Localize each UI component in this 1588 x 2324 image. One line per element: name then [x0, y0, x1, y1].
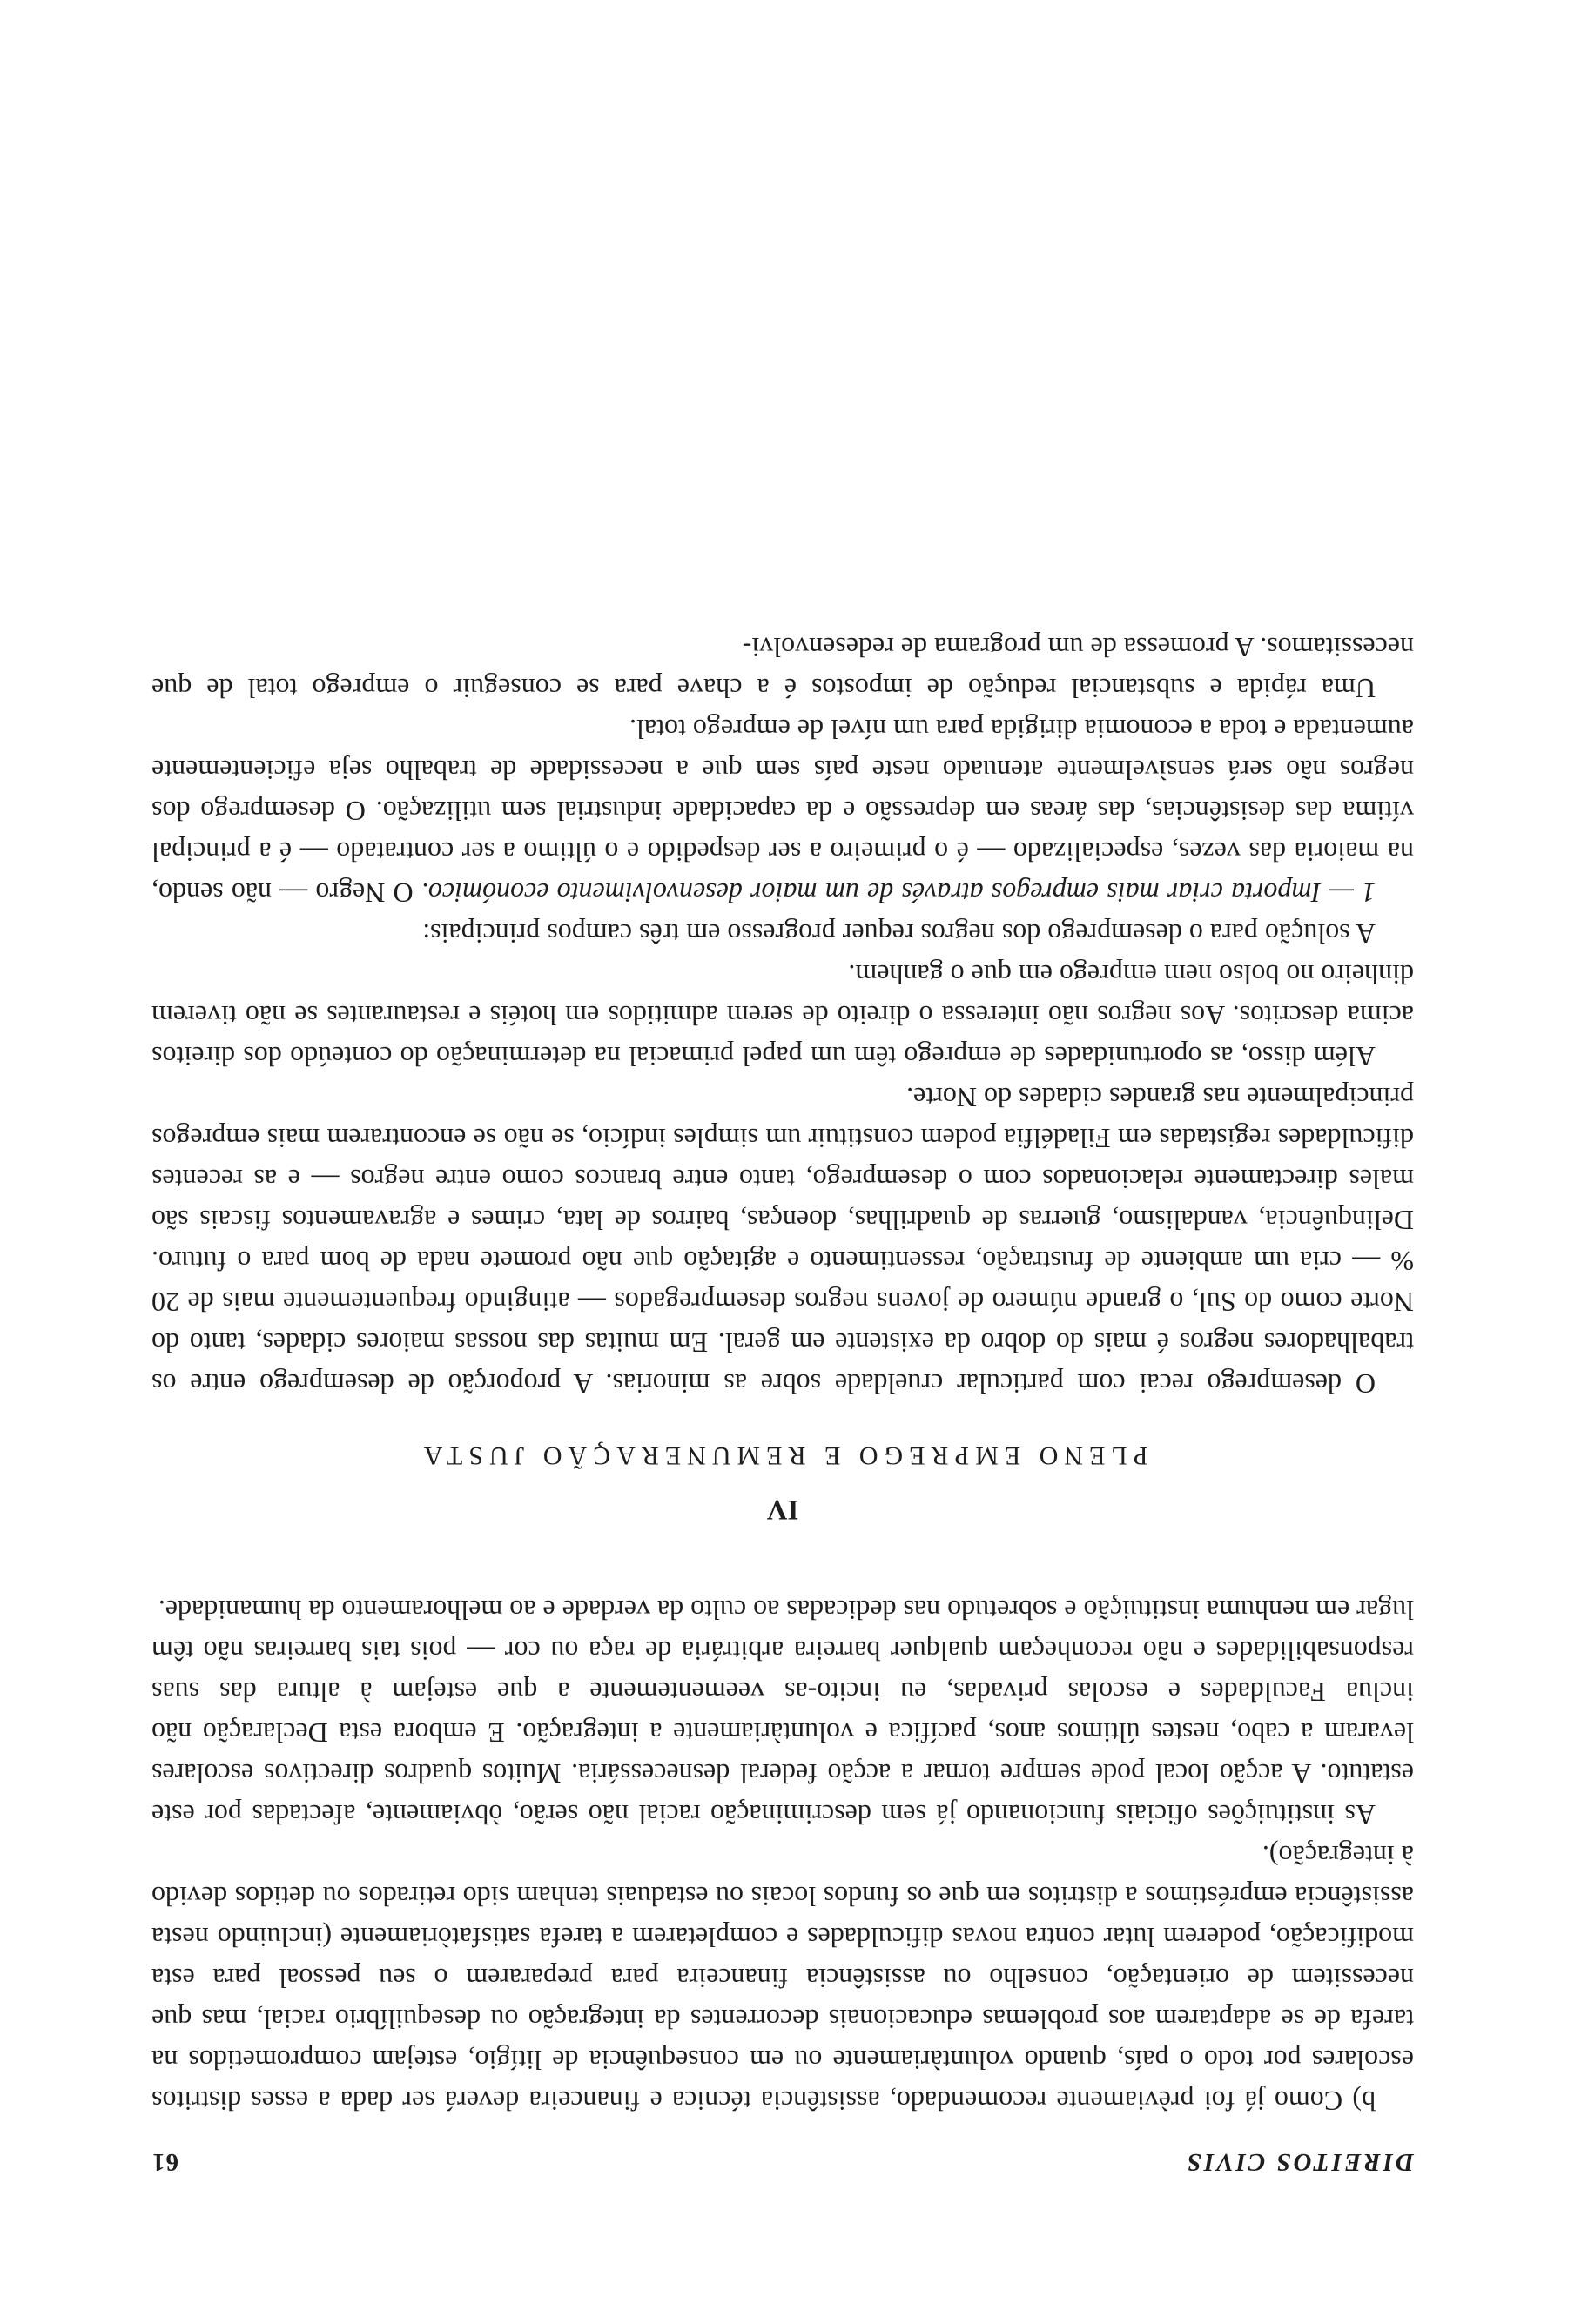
page-number: 61 [151, 2148, 178, 2176]
running-title: DIREITOS CIVIS [1184, 2148, 1414, 2176]
list-item-1-lead: 1 — Importa criar mais empregos através de um maior desenvolvimento económico. [421, 877, 1376, 909]
paragraph-rights: Além disso, as oportunidades de emprego têm um papel primacial na determinação do conteúdo dos direitos acima descritos. Aos negros não interessa o direito de serem admitidos em hotéis e restaurantes se não tiverem dinheiro no bolso nem emprego em que o ganhem. [151, 959, 1414, 1072]
list-item-1-text: O Negro — não sendo, na maioria das vezes, especializado — é o primeiro a ser despedido e o último a ser contratado — é a principal vítima das desistências, das áreas em depressão e da capacidade industrial sem utilização. O desemprego dos negros não será sensìvelmente atenuado neste país sem que a necessidade de trabalho seja eficientemente aumentada e toda a economia dirigida para um nível de emprego total. [151, 714, 1414, 909]
section-title: PLENO EMPREGO E REMUNERAÇÃO JUSTA [417, 1441, 1148, 1470]
page-content [151, 627, 1414, 2176]
section-number: IV [766, 1494, 799, 1525]
paragraph-b-label: b) [1352, 2086, 1376, 2117]
paragraph-unemployment: O desemprego recai com particular crueldade sobre as minorias. A proporção de desemprego entre os trabalhadores negros é mais do dobro da existente em geral. Em muitas das nossas maiores cidades, tanto do Norte como do Sul, o grande número de jovens negros desempregados — atingindo frequentemente mais de 20 % — cria um ambiente de frustração, ressentimento e agitação que não promete nada de bom para o futuro. Delinquência, vandalismo, guerras de quadrilhas, doenças, bairros de lata, crimes e agravamentos fiscais são males directamente relacionados com o desemprego, tanto entre brancos como entre negros — e as recentes dificuldades registadas em Filadélfia podem constituir um simples indício, se não se encontrarem mais empregos principalmente nas grandes cidades do Norte. [151, 1082, 1414, 1400]
paragraph-b [151, 1835, 1414, 2121]
paragraph-solution: A solução para o desemprego dos negros requer progresso em três campos principais: [422, 918, 1376, 950]
running-header [151, 2147, 1414, 2176]
list-item-1 [151, 709, 1414, 913]
paragraph-institutions: As instituições oficiais funcionando já sem descriminação racial não serão, òbviamente, afectadas por este estatuto. A acção local pode sempre tornar a acção federal desnecessária. Muitos quadros directivos escolares levaram a cabo, nestes últimos anos, pacífica e voluntàriamente a integração. E embora esta Declaração não inclua Faculdades e escolas privadas, eu incito-as veementemente a que estejam à altura das suas responsabilidades e não reconheçam qualquer barreira arbitrária de raça ou cor — pois tais barreiras não têm lugar em nenhuma instituição e sobretudo nas dedicadas ao culto da verdade e ao melhoramento da humanidade. [151, 1595, 1414, 1830]
paragraph-taxes: Uma rápida e substancial redução de impostos é a chave para se conseguir o emprego total de que necessitamos. A promessa de um programa de redesenvolvi- [151, 632, 1414, 704]
paragraph-b-text: Como já foi prèviamente recomendado, assistência técnica e financeira deverá ser dada a esses distritos escolares por todo o país, quando voluntàriamente ou em consequência de litígio, estejam comprometidos na tarefa de se adaptarem aos problemas educacionais decorrentes da integração ou desequilíbrio racial, mas que necessitem de orientação, conselho ou assistência financeira para prepararem o seu pessoal para esta modificação, poderem lutar contra novas dificuldades e completarem a tarefa satisfatòriamente (incluindo nesta assistência empréstimos a distritos em que os fundos locais ou estaduais tenham sido retirados ou detidos devido à integração). [151, 1840, 1414, 2117]
